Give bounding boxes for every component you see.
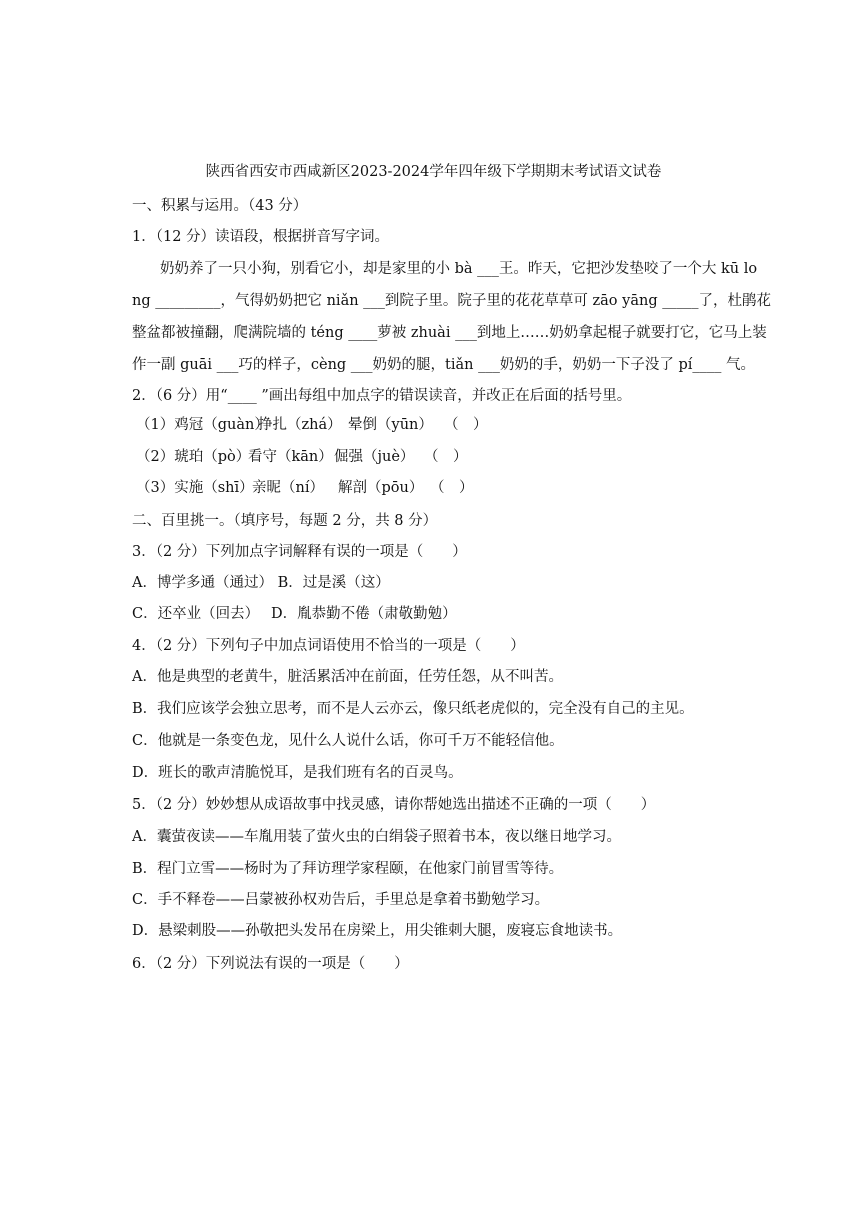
q5-option: C．手不释卷——吕蒙被孙权劝告后，手里总是拿着书勤勉学习。 xyxy=(132,892,550,908)
q2-row xyxy=(136,415,488,435)
q4-option: C．他就是一条变色龙，见什么人说什么话，你可千万不能轻信他。 xyxy=(132,733,564,749)
q1-passage-line: 作一副 guāi ___巧的样子，cèng ___奶奶的腿，tiǎn ___奶奶的手，奶奶一下子没了 pí____ 气。 xyxy=(132,357,755,373)
q2-answer-bracket: （ ） xyxy=(444,417,488,433)
q2-item: 看守（kān） xyxy=(248,449,333,465)
q3-stem: 3．（2 分）下列加点字词解释有误的一项是（ ） xyxy=(132,544,467,560)
q3-options-cd: C．还卒业（回去） D．胤恭勤不倦（肃敬勤勉） xyxy=(132,606,457,622)
q4-option: D．班长的歌声清脆悦耳，是我们班有名的百灵鸟。 xyxy=(132,765,463,781)
q5-option: A．囊萤夜读——车胤用装了萤火虫的白绢袋子照着书本，夜以继日地学习。 xyxy=(132,829,621,845)
q3-options-ab: A．博学多通（通过） B．过是溪（这） xyxy=(132,575,390,591)
q6-stem: 6．（2 分）下列说法有误的一项是（ ） xyxy=(132,956,409,972)
q2-item: 解剖（pōu） xyxy=(338,480,424,496)
q2-item: 亲昵（ní） xyxy=(252,480,324,496)
section-1-heading: 一、积累与运用。（43 分） xyxy=(132,198,308,214)
q2-row xyxy=(136,447,468,467)
q1-passage-line: 整盆都被撞翻，爬满院墙的 téng ____萝被 zhuài ___到地上……奶奶拿起棍子就要打它，它马上装 xyxy=(132,325,767,341)
q2-item: （1）鸡冠（guàn） xyxy=(136,417,269,433)
q2-stem: 2．（6 分）用“____ ”画出每组中加点字的错误读音，并改正在后面的括号里。 xyxy=(132,388,632,404)
q2-answer-bracket: （ ） xyxy=(424,449,468,465)
q2-item: （2）琥珀（pò） xyxy=(136,449,251,465)
q2-item: 挣扎（zhá） xyxy=(258,417,342,433)
q5-option: D．悬梁刺股——孙敬把头发吊在房梁上，用尖锥刺大腿，废寝忘食地读书。 xyxy=(132,923,623,939)
q4-stem: 4．（2 分）下列句子中加点词语使用不恰当的一项是（ ） xyxy=(132,638,525,654)
exam-title: 陕西省西安市西咸新区2023-2024学年四年级下学期期末考试语文试卷 xyxy=(205,164,662,180)
q4-option: B．我们应该学会独立思考，而不是人云亦云，像只纸老虎似的，完全没有自己的主见。 xyxy=(132,701,694,717)
q4-option: A．他是典型的老黄牛，脏活累活冲在前面，任劳任怨，从不叫苦。 xyxy=(132,669,563,685)
q2-row xyxy=(136,478,474,498)
q2-item: 倔强（juè） xyxy=(334,449,415,465)
q5-option: B．程门立雪——杨时为了拜访理学家程颐，在他家门前冒雪等待。 xyxy=(132,861,564,877)
q2-answer-bracket: （ ） xyxy=(430,480,474,496)
q1-passage-line: ng _________，气得奶奶把它 niǎn ___到院子里。院子里的花花草草可 zāo yāng _____了，杜鹃花 xyxy=(132,293,771,309)
q2-item: （3）实施（shī） xyxy=(136,480,254,496)
q1-passage-line: 奶奶养了一只小狗，别看它小，却是家里的小 bà ___王。昨天，它把沙发垫咬了一个大 kū lo xyxy=(160,261,758,277)
q5-stem: 5．（2 分）妙妙想从成语故事中找灵感，请你帮她选出描述不正确的一项（ ） xyxy=(132,797,656,813)
q2-item: 晕倒（yūn） xyxy=(348,417,433,433)
section-2-heading: 二、百里挑一。（填序号，每题 2 分，共 8 分） xyxy=(132,513,438,529)
q1-stem: 1．（12 分）读语段，根据拼音写字词。 xyxy=(132,229,390,245)
